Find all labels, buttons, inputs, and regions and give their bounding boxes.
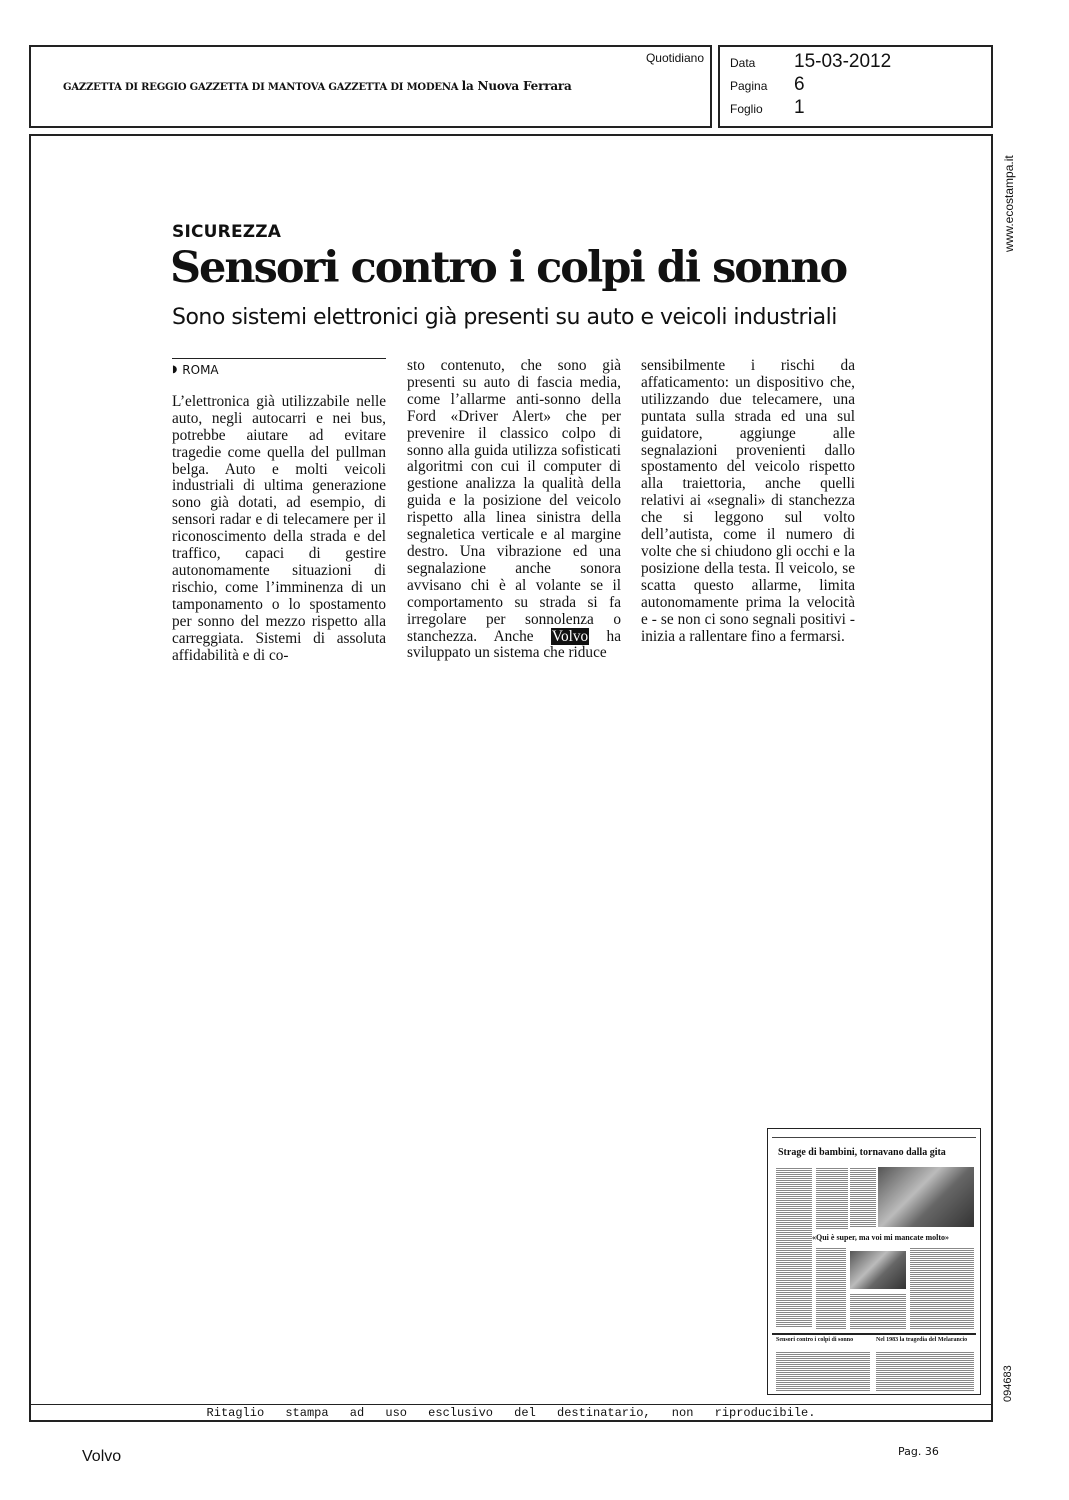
footer-client: Volvo [82, 1448, 122, 1465]
article-column-2 [407, 358, 621, 662]
thumbnail-text-block [776, 1351, 870, 1391]
thumbnail-photo [878, 1167, 974, 1227]
meta-foglio-row [730, 97, 805, 119]
data-label: Data [730, 56, 756, 70]
thumbnail-headline-2: «Qui è super, ma voi mi mancate molto» [812, 1233, 950, 1242]
thumbnail-header-rule [772, 1133, 976, 1138]
thumbnail-headline-3: Sensori contro i colpi di sonno [776, 1337, 854, 1343]
thumbnail-rule [772, 1333, 976, 1335]
thumbnail-text-block [876, 1351, 974, 1391]
column-2-text-a: sto contenuto, che sono già presenti su auto di fascia media, come l’allarme anti-sonno della Ford «Driver Alert» che per prevenire il classico colpo di sonno alla guida utilizza sofisticati algoritmi con cui il computer di gestione analizza la qualità della guida e la posizione del veicolo rispetto alla linea sinistra della segnaletica verticale e al margine destro. Una vibrazione ed una segnalazione anche sonora avvisano chi è al volante se il comportamento su strada si fa irregolare per sonnolenza o stanchezza. Anche [407, 357, 621, 645]
meta-data-row [730, 51, 891, 73]
side-code: 094683 [1002, 1365, 1014, 1402]
article-column-1 [172, 358, 386, 664]
dateline [172, 358, 386, 379]
pagina-label: Pagina [730, 79, 768, 93]
page-thumbnail [767, 1128, 981, 1395]
meta-pagina-row [730, 74, 805, 96]
thumbnail-headline-1: Strage di bambini, tornavano dalla gita [778, 1147, 946, 1158]
article-subhead: Sono sistemi elettronici già presenti su auto e veicoli industriali [172, 305, 837, 330]
foglio-label: Foglio [730, 102, 763, 116]
meta-box [718, 45, 993, 128]
thumbnail-text-block [910, 1247, 974, 1329]
pagina-value: 6 [794, 74, 805, 95]
masthead-nuova-ferrara: la Nuova Ferrara [461, 79, 572, 93]
column-2-text-b: ha sviluppato un sistema che riduce [407, 627, 621, 662]
dateline-city: ROMA [182, 363, 219, 377]
disclaimer: Ritaglio stampa ad uso esclusivo del destinatario, non riproducibile. [206, 1406, 816, 1420]
foglio-value: 1 [794, 97, 805, 118]
dateline-marker-icon: ◗ [172, 364, 178, 375]
column-3-text: sensibilmente i rischi da affaticamento: un dispositivo che, utilizzando due telecamere, una puntata sulla strada ed una sul guidatore, aggiunge alle segnalazioni provenienti dallo spostamento del veicolo rispetto alla traiettoria, anche quelli relativi ai «segnali» di stanchezza che si leggono sul volto dell’autista, come il numero di volte che si chiudono gli occhi e la posizione della testa. Il veicolo, se scatta questo allarme, limita autonomamente prima la velocità e - se non ci sono segnali positivi - inizia a rallentare fino a fermarsi. [641, 357, 855, 645]
thumbnail-photo [850, 1251, 906, 1289]
publication-type: Quotidiano [645, 51, 704, 65]
masthead-gazzette: GAZZETTA DI REGGIO GAZZETTA DI MANTOVA GAZZETTA DI MODENA [63, 82, 459, 93]
disclaimer-divider [31, 1404, 991, 1405]
data-value: 15-03-2012 [794, 51, 892, 72]
article-kicker: SICUREZZA [172, 222, 282, 242]
thumbnail-text-block [776, 1167, 812, 1327]
highlighted-keyword: Volvo [551, 627, 589, 645]
column-1-text: L’elettronica già utilizzabile nelle auto, negli autocarri e nei bus, potrebbe aiutare ad evitare tragedie come quella del pullman belga. Auto e molti veicoli industriali di ultima generazione sono già dotati, ad esempio, di sensori radar e di telecamere per il riconoscimento della strada e del traffico, capaci di gestire autonomamente situazioni di rischio, come l’imminenza di un tamponamento o lo spostamento per sonno del mezzo rispetto alla carreggiata. Sistemi di assoluta affidabilità e di co- [172, 392, 386, 664]
article-column-3 [641, 358, 855, 645]
masthead-box [29, 45, 712, 128]
article-headline: Sensori contro i colpi di sonno [170, 243, 847, 293]
thumbnail-text-block [850, 1293, 906, 1329]
thumbnail-text-block [816, 1167, 848, 1229]
masthead-titles [63, 79, 572, 93]
thumbnail-text-block [850, 1167, 876, 1227]
thumbnail-text-block [816, 1247, 846, 1329]
footer-page-number: Pag. 36 [898, 1445, 939, 1458]
side-url: www.ecostampa.it [1002, 155, 1016, 252]
thumbnail-headline-4: Nel 1983 la tragedia del Melarancio [876, 1337, 968, 1343]
